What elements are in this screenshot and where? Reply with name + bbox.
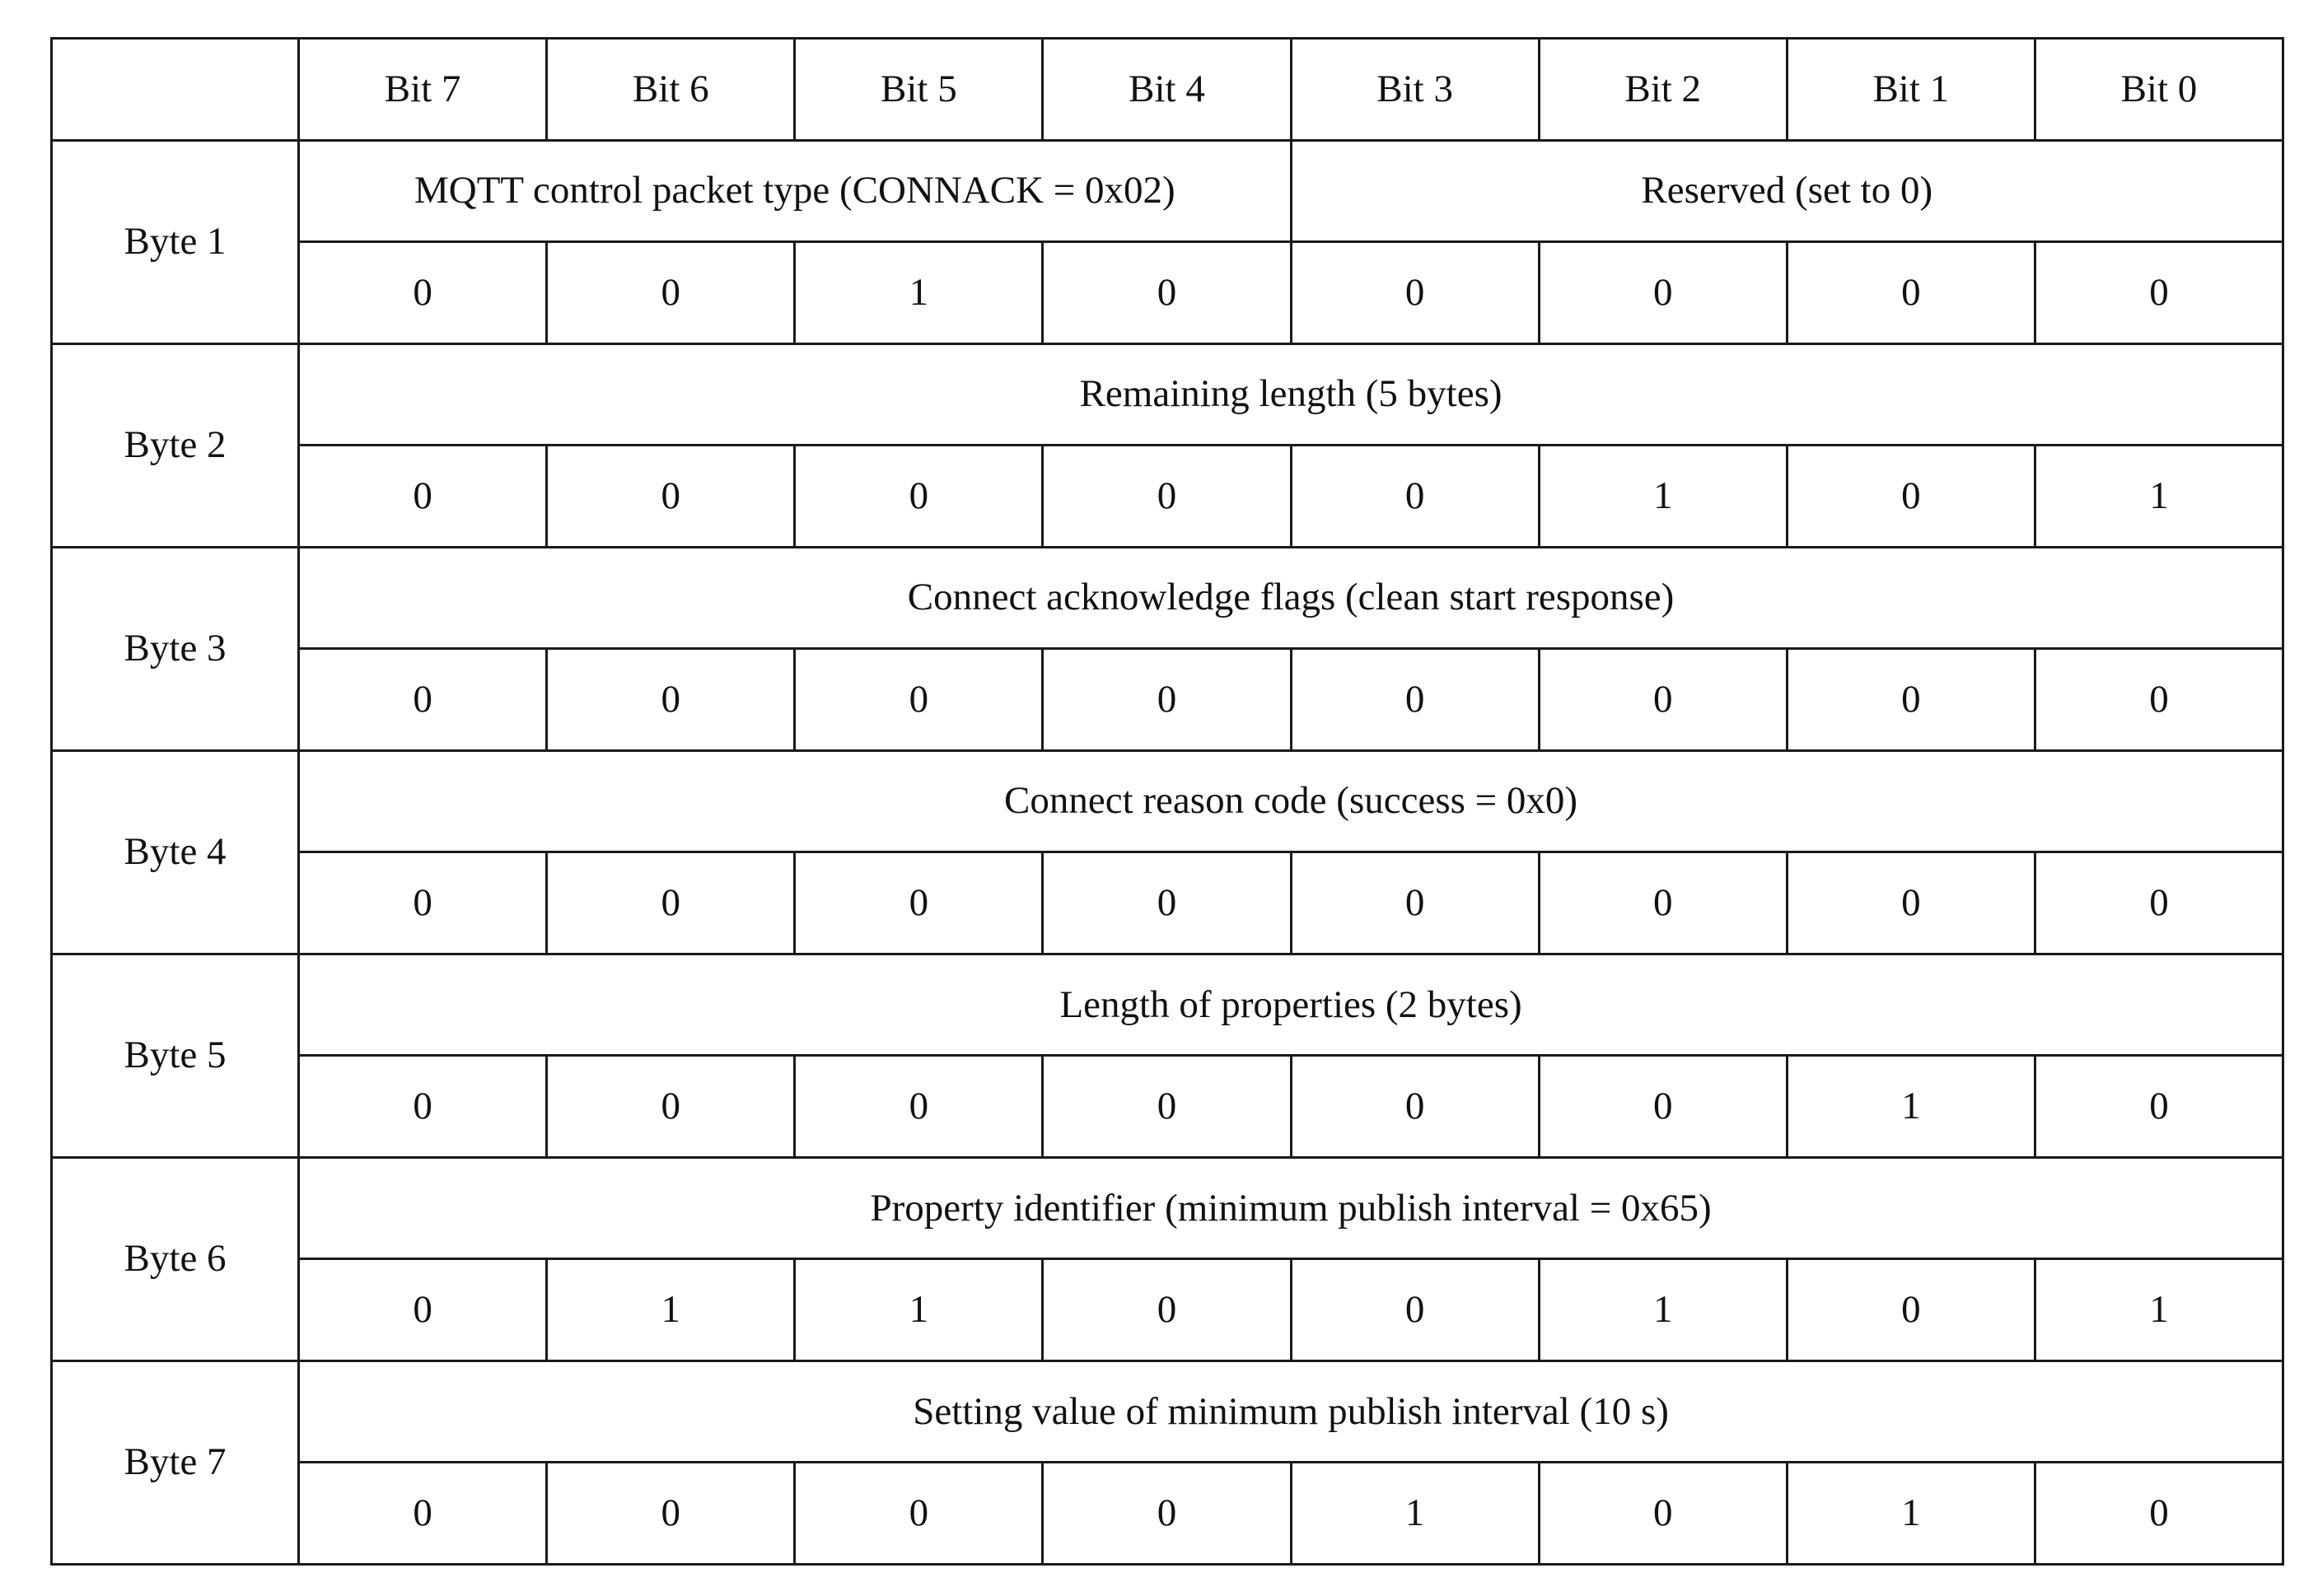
bit-value: 0 — [795, 446, 1043, 548]
bit-value: 0 — [1291, 649, 1539, 751]
field-description: Length of properties (2 bytes) — [299, 954, 2283, 1056]
bit-value: 0 — [299, 649, 547, 751]
bit-value: 0 — [2035, 649, 2283, 751]
field-row — [52, 343, 2283, 446]
bit-value: 1 — [1539, 1259, 1787, 1361]
byte-label: Byte 5 — [52, 954, 299, 1157]
bit-value: 0 — [547, 649, 795, 751]
bit-value: 1 — [2035, 1259, 2283, 1361]
field-description: Setting value of minimum publish interval (10 s) — [299, 1360, 2283, 1463]
bit-header-1: Bit 1 — [1787, 39, 2035, 141]
bit-value: 0 — [1539, 1056, 1787, 1158]
bit-header-4: Bit 4 — [1043, 39, 1291, 141]
bit-value: 1 — [1291, 1463, 1539, 1565]
bit-value: 1 — [795, 242, 1043, 344]
bit-value: 0 — [2035, 242, 2283, 344]
bit-value: 0 — [1539, 242, 1787, 344]
bit-value: 1 — [547, 1259, 795, 1361]
mqtt-connack-packet-table — [50, 37, 2284, 1566]
bit-value: 0 — [1043, 1056, 1291, 1158]
bit-value: 0 — [2035, 1463, 2283, 1565]
bit-value: 0 — [795, 1056, 1043, 1158]
bit-header-0: Bit 0 — [2035, 39, 2283, 141]
bit-header-2: Bit 2 — [1539, 39, 1787, 141]
bit-value: 0 — [1043, 242, 1291, 344]
field-description: Remaining length (5 bytes) — [299, 343, 2283, 446]
field-description: Property identifier (minimum publish interval = 0x65) — [299, 1157, 2283, 1259]
field-description: Reserved (set to 0) — [1291, 140, 2283, 242]
bit-value: 0 — [1291, 242, 1539, 344]
bit-value: 1 — [1787, 1463, 2035, 1565]
bit-value: 0 — [547, 852, 795, 954]
bit-value: 0 — [2035, 852, 2283, 954]
bit-value: 0 — [547, 446, 795, 548]
bit-value: 0 — [299, 242, 547, 344]
field-row — [52, 140, 2283, 242]
bit-values-row — [52, 1259, 2283, 1361]
bit-value: 0 — [1291, 1056, 1539, 1158]
field-row — [52, 547, 2283, 649]
bit-value: 0 — [1043, 1259, 1291, 1361]
bit-header-5: Bit 5 — [795, 39, 1043, 141]
bit-values-row — [52, 446, 2283, 548]
bit-value: 0 — [1787, 446, 2035, 548]
bit-value: 0 — [1787, 649, 2035, 751]
bit-value: 1 — [795, 1259, 1043, 1361]
bit-value: 1 — [2035, 446, 2283, 548]
field-row — [52, 1157, 2283, 1259]
bit-value: 0 — [1787, 852, 2035, 954]
field-description: MQTT control packet type (CONNACK = 0x02) — [299, 140, 1291, 242]
bit-values-row — [52, 649, 2283, 751]
bit-value: 0 — [299, 446, 547, 548]
header-row — [52, 39, 2283, 141]
bit-value: 0 — [1787, 1259, 2035, 1361]
bit-value: 0 — [547, 242, 795, 344]
bit-values-row — [52, 1463, 2283, 1565]
bit-values-row — [52, 852, 2283, 954]
bit-value: 0 — [1539, 649, 1787, 751]
bit-value: 0 — [299, 1259, 547, 1361]
byte-label: Byte 4 — [52, 750, 299, 954]
field-row — [52, 1360, 2283, 1463]
bit-value: 0 — [1787, 242, 2035, 344]
bit-values-row — [52, 242, 2283, 344]
bit-value: 0 — [1043, 1463, 1291, 1565]
byte-label: Byte 2 — [52, 343, 299, 547]
bit-value: 0 — [299, 1463, 547, 1565]
bit-value: 0 — [795, 649, 1043, 751]
bit-value: 0 — [547, 1056, 795, 1158]
byte-label: Byte 7 — [52, 1360, 299, 1564]
bit-value: 0 — [1539, 1463, 1787, 1565]
field-description: Connect acknowledge flags (clean start response) — [299, 547, 2283, 649]
byte-label: Byte 3 — [52, 547, 299, 750]
byte-label: Byte 6 — [52, 1157, 299, 1360]
field-description: Connect reason code (success = 0x0) — [299, 750, 2283, 852]
bit-value: 0 — [1043, 852, 1291, 954]
bit-value: 0 — [1291, 1259, 1539, 1361]
corner-cell — [52, 39, 299, 141]
bit-value: 0 — [1539, 852, 1787, 954]
bit-value: 0 — [1043, 446, 1291, 548]
byte-label: Byte 1 — [52, 140, 299, 343]
field-row — [52, 954, 2283, 1056]
bit-value: 1 — [1539, 446, 1787, 548]
bit-value: 0 — [547, 1463, 795, 1565]
bit-value: 1 — [1787, 1056, 2035, 1158]
bit-value: 0 — [299, 852, 547, 954]
bit-value: 0 — [299, 1056, 547, 1158]
bit-value: 0 — [795, 852, 1043, 954]
bit-value: 0 — [2035, 1056, 2283, 1158]
table-body — [52, 39, 2283, 1565]
field-row — [52, 750, 2283, 852]
bit-header-6: Bit 6 — [547, 39, 795, 141]
bit-value: 0 — [1291, 852, 1539, 954]
bit-value: 0 — [795, 1463, 1043, 1565]
bit-value: 0 — [1291, 446, 1539, 548]
bit-value: 0 — [1043, 649, 1291, 751]
bit-values-row — [52, 1056, 2283, 1158]
bit-header-7: Bit 7 — [299, 39, 547, 141]
bit-header-3: Bit 3 — [1291, 39, 1539, 141]
